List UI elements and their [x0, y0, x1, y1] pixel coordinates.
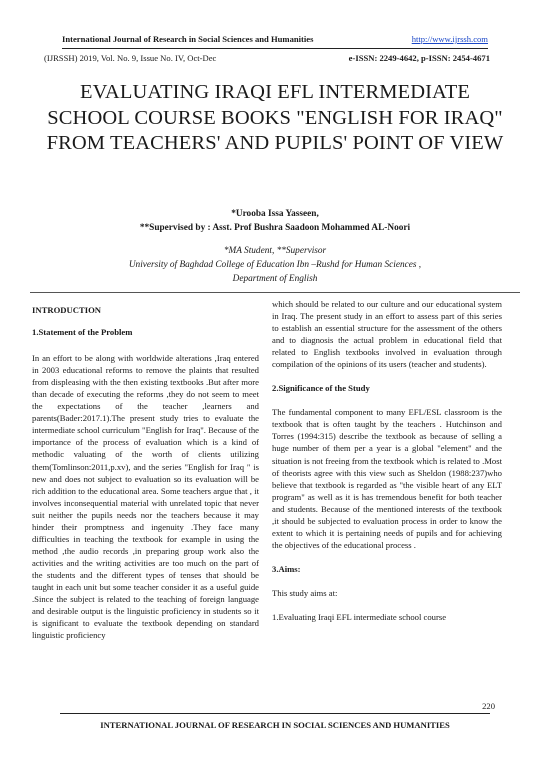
issn-info: e-ISSN: 2249-4642, p-ISSN: 2454-4671: [348, 53, 490, 63]
aims-item-1: 1.Evaluating Iraqi EFL intermediate school course: [272, 611, 447, 622]
university-name: University of Baghdad College of Education Ibn –Rushd for Human Sciences ,: [128, 260, 422, 270]
statement-heading: 1.Statement of the Problem: [32, 327, 133, 338]
statement-paragraph: In an effort to be along with worldwide alterations ,Iraq entered in 2003 educational reforms to remove the plaints that resulted from displeasing with the then existing textbooks .But after more than decade of executing the reforms ,they do not seem to meet the expectations of the teacher ,learners and parents(Bader:2017.1).The present study tries to evaluate the intermediate school curriculum "English for Iraq". Because of the importance of the process of evaluation which is a kind of methodic valuating of the worth of clients utilizing them(Tomlinson:2011,p.xv), and the series "English for Iraq " is new and does not subject to evaluation so its evaluation will be rich addition to the educational area. Some teachers argue that , it involves inconsequential material with unrelated topic that never suit neither the pupils needs nor the teachers because it may hinder their promptness and ingenuity .They face many difficulties in teaching the textbook for example in using the method ,the audio records ,in preparing group work also the activities and the writing activities are too much on the part of the students and the different types of tenses that should be taught in each unit but some teacher consider it as a useful guide .Since the subject is related to the teaching of foreign language and desirable output is the linguistic proficiency in students so it is significant to evaluate the textbook depending on standard linguistic proficiency: [32, 353, 259, 641]
supervisor-name: **Supervised by : Asst. Prof Bushra Saadoon Mohammed AL-Noori: [139, 223, 411, 233]
header-rule: [62, 48, 488, 49]
author-block: [40, 207, 510, 235]
left-column: [32, 298, 259, 641]
aims-intro: This study aims at:: [272, 587, 338, 598]
journal-url-link[interactable]: http://www.ijrssh.com: [411, 34, 488, 44]
right-column: [272, 298, 502, 623]
issue-header: [44, 53, 490, 65]
continued-paragraph: which should be related to our culture and our educational system in Iraq. The present study in an effort to assess part of this series to establish an essential structure for the assessment of the others and to diagnosis the actual problem in educational field that related to English textbooks involved in evaluation through compilation of the opinions of its users (teacher and students).: [272, 299, 502, 370]
page-number: 220: [482, 701, 495, 711]
journal-name: International Journal of Research in Social Sciences and Humanities: [62, 34, 314, 44]
section-divider: [30, 292, 520, 293]
introduction-heading: INTRODUCTION: [32, 305, 102, 315]
footer-journal-name: INTERNATIONAL JOURNAL OF RESEARCH IN SOCIAL SCIENCES AND HUMANITIES: [100, 720, 450, 730]
affiliation-block: [40, 244, 510, 286]
author-name: *Urooba Issa Yasseen,: [231, 209, 319, 219]
volume-info: (IJRSSH) 2019, Vol. No. 9, Issue No. IV, Oct-Dec: [44, 53, 217, 63]
department-name: Department of English: [232, 274, 318, 284]
footer-rule: [60, 713, 490, 714]
paper-title: EVALUATING IRAQI EFL INTERMEDIATE SCHOOL COURSE BOOKS "ENGLISH FOR IRAQ" FROM TEACHERS' AND PUPILS' POINT OF VIEW: [46, 81, 504, 154]
significance-heading: 2.Significance of the Study: [272, 383, 370, 394]
running-header: [62, 34, 488, 46]
aims-heading: 3.Aims:: [272, 563, 301, 574]
significance-paragraph: The fundamental component to many EFL/ESL classroom is the textbook that is often taught by the teachers . Hutchinson and Torres (1994:315) describe the textbook as because of selling a huge number of them per a year is a global "element" and the situation is not freeing from the textbook which is related to .Most of theorists agree with this view such as Sheldon (1988:237)who believe that textbook is regarded as "the visible heart of any ELT program" as well as it is has tremendous benefit for both teacher and students. Because of the mentioned interests of the textbook ,it should be subjected to evaluation process in order to know the extent to which it is pertaining needs of pupils and for achieving the objectives of the educational process .: [272, 407, 502, 550]
author-roles: *MA Student, **Supervisor: [223, 246, 327, 256]
